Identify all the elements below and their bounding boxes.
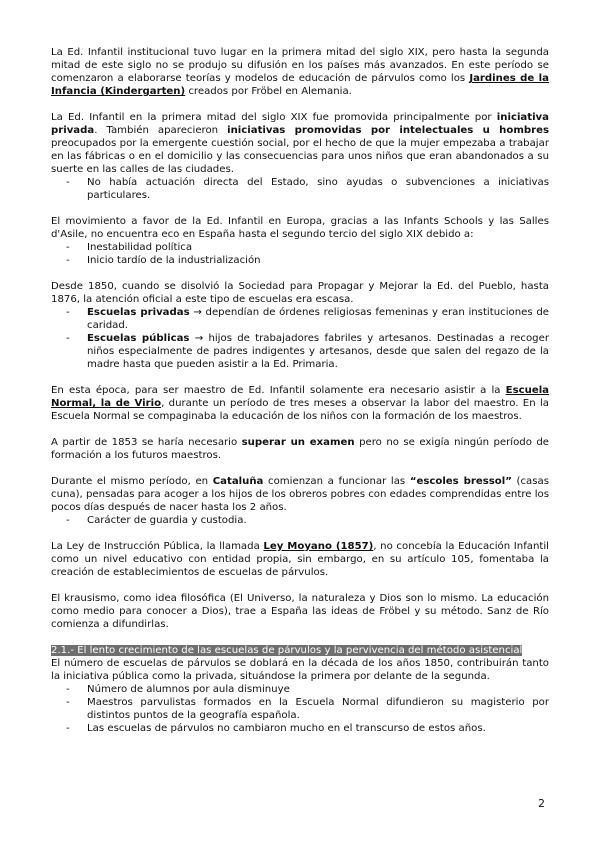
list-item: - Número de alumnos por aula disminuye xyxy=(51,683,549,696)
bold-text: superar un examen xyxy=(241,437,355,448)
paragraph-1850: Desde 1850, cuando se disolvió la Sociedad para Propagar y Mejorar la Ed. del Pueblo, hasta 1876, la atención oficial a este tipo de escuelas era escasa. xyxy=(51,281,549,305)
list-item xyxy=(51,306,549,332)
text: En esta época, para ser maestro de Ed. Infantil solamente era necesario asistir a la xyxy=(51,385,506,396)
bullet-list xyxy=(51,306,549,371)
paragraph-europe-movement: El movimiento a favor de la Ed. Infantil en Europa, gracias a las Infants Schools y las Salles d'Asile, no encuentra eco en España hasta el segundo tercio del siglo XIX debido a: xyxy=(51,216,549,240)
page-number: 2 xyxy=(538,797,545,810)
text: comienzan a funcionar las xyxy=(263,476,410,487)
text: La Ed. Infantil institucional tuvo lugar en la primera mitad del siglo XIX, pero hasta la segunda mitad de este siglo no se produjo su difusión en los países más avanzados. En este período se comenzaron a elaborarse teorías y modelos de educación de párvulos como los xyxy=(51,47,549,84)
ley-moyano-link[interactable]: Ley Moyano (1857) xyxy=(263,541,374,552)
text: (casas cuna), pensadas para acoger a los hijos de los obreros pobres con edades comprendidas entre los pocos días después de nacer hasta los 2 años. xyxy=(51,476,549,513)
bullet-list xyxy=(51,176,549,202)
text: La Ley de Instrucción Pública, la llamada xyxy=(51,541,264,552)
bullet-list xyxy=(51,514,549,527)
list-item: - Maestros parvulistas formados en la Escuela Normal difundieron su magisterio por distintos puntos de la geografía española. xyxy=(51,696,549,722)
bold-text: Cataluña xyxy=(212,476,264,487)
paragraph-1853 xyxy=(51,436,549,462)
list-item: - No había actuación directa del Estado, sino ayudas o subvenciones a iniciativas particulares. xyxy=(51,176,549,202)
paragraph-section-intro: El número de escuelas de párvulos se doblará en la década de los años 1850, contribuirán tanto la iniciativa pública como la privada, situándose la primera por delante de la segunda. xyxy=(51,658,549,682)
text: . También aparecieron xyxy=(94,125,228,136)
section-heading-wrapper xyxy=(51,644,549,657)
paragraph-krausismo: El krausismo, como idea filosófica (El Universo, la naturaleza y Dios son lo mismo. La educación como medio para conocer a Dios), trae a España las ideas de Fröbel y su método. Sanz de Río comienza a difundirlas. xyxy=(51,593,549,630)
bold-text: Escuelas privadas xyxy=(87,307,190,318)
text: La Ed. Infantil en la primera mitad del siglo XIX fue promovida principalmente por xyxy=(51,112,497,123)
kindergarten-link[interactable]: Jardines de la Infancia (Kindergarten) xyxy=(51,73,549,97)
text: A partir de 1853 se haría necesario xyxy=(51,437,242,448)
list-item: - Las escuelas de párvulos no cambiaron mucho en el transcurso de estos años. xyxy=(51,722,549,735)
bold-text: “escoles bressol” xyxy=(409,476,512,487)
paragraph-kindergarten xyxy=(51,46,549,98)
text: pero no se exigía ningún período de formación a los futuros maestros. xyxy=(51,437,550,461)
list-item: - Carácter de guardia y custodia. xyxy=(51,514,549,527)
bullet-list xyxy=(51,683,549,735)
list-item xyxy=(51,332,549,371)
bold-text: iniciativa privada xyxy=(51,112,549,136)
text: , no concebía la Educación Infantil como un nivel educativo con entidad propia, sin embargo, en su artículo 105, fomentaba la creación de establecimientos de escuelas de párvulos. xyxy=(51,541,549,578)
paragraph-escuela-normal xyxy=(51,384,549,423)
paragraph-ley-moyano xyxy=(51,540,549,579)
paragraph-cataluna xyxy=(51,475,549,514)
paragraph-private-initiative xyxy=(51,111,549,176)
text: → dependían de órdenes religiosas femeninas y eran instituciones de caridad. xyxy=(87,307,549,331)
text: → hijos de trabajadores fabriles y artesanos. Destinadas a recoger niños especialmente de padres indigentes y artesanos, desde que salen del regazo de la madre hasta que pueden asistir a la Ed. Primaria. xyxy=(87,333,549,370)
bold-text: iniciativas promovidas por intelectuales u hombres xyxy=(227,125,550,136)
list-item: - Inicio tardío de la industrialización xyxy=(51,254,549,267)
text: Durante el mismo período, en xyxy=(51,476,213,487)
text: , durante un período de tres meses a observar la labor del maestro. En la Escuela Normal se compaginaba la educación de los niños con la formación de los maestros. xyxy=(51,398,549,422)
text: preocupados por la emergente cuestión social, por el hecho de que la mujer empezaba a trabajar en las fábricas o en el domicilio y las consecuencias para unos niños que eran abandonados a su suerte en las calles de las ciudades. xyxy=(51,138,549,175)
list-item: - Inestabilidad política xyxy=(51,241,549,254)
section-heading: 2.1.- El lento crecimiento de las escuelas de párvulos y la pervivencia del método asistencial xyxy=(51,645,523,656)
bullet-list xyxy=(51,241,549,267)
bold-text: Escuelas públicas xyxy=(87,333,190,344)
document-page xyxy=(51,46,549,748)
escuela-normal-link[interactable]: Escuela Normal, la de Virio xyxy=(51,385,549,409)
text: creados por Fröbel en Alemania. xyxy=(185,86,352,97)
